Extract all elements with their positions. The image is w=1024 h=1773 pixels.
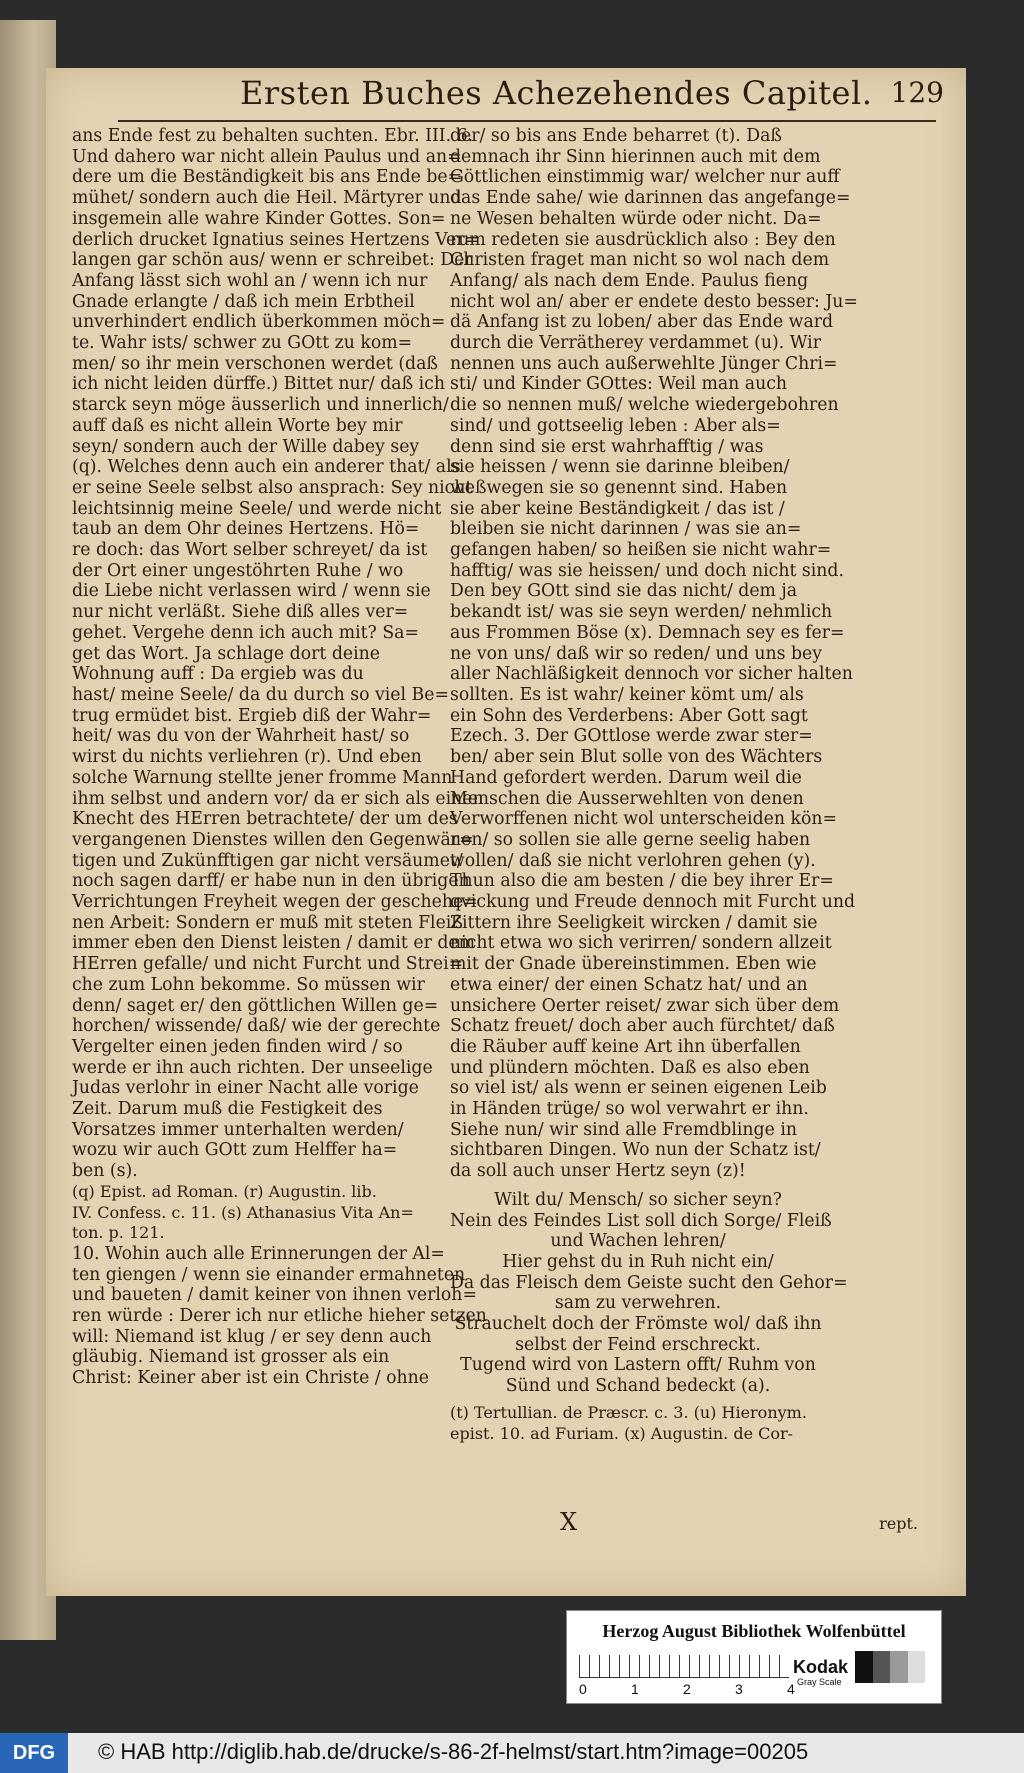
text-line: Judas verlohr in einer Nacht alle vorige: [72, 1078, 419, 1099]
text-line: rum redeten sie ausdrücklich also : Bey den: [450, 229, 836, 250]
library-color-scale: [566, 1610, 942, 1704]
text-line: seyn/ sondern auch der Wille dabey sey: [72, 436, 420, 457]
page-number: 129: [890, 76, 944, 109]
text-line: Zittern ihre Seeligkeit wircken / damit sie: [450, 912, 818, 933]
text-line: ten giengen / wenn sie einander ermahneten: [72, 1264, 466, 1285]
text-line: nicht wol an/ aber er endete desto besser: Ju=: [450, 291, 858, 312]
footnote-line: epist. 10. ad Furiam. (x) Augustin. de Cor-: [450, 1423, 794, 1443]
text-line: aller Nachläßigkeit dennoch vor sicher halten: [450, 664, 853, 685]
gray-swatches: [855, 1651, 925, 1683]
footnote-line: ton. p. 121.: [72, 1223, 165, 1243]
text-line: werde er ihn auch richten. Der unseelige: [72, 1057, 433, 1078]
text-line: che zum Lohn bekomme. So müssen wir: [72, 974, 425, 995]
text-line: der/ so bis ans Ende beharret (t). Daß: [450, 126, 782, 146]
verse-line: sam zu verwehren.: [554, 1293, 722, 1314]
text-line: sichtbaren Dingen. Wo nun der Schatz ist/: [450, 1140, 821, 1161]
text-line: nen/ so sollen sie alle gerne seelig haben: [450, 829, 811, 850]
text-line: ne von uns/ daß wir so reden/ und uns bey: [450, 643, 823, 664]
verse-line: Wilt du/ Mensch/ so sicher seyn?: [494, 1189, 782, 1210]
text-line: noch sagen darff/ er habe nun in den übrigen: [72, 871, 470, 892]
left-column: [72, 126, 487, 1389]
footnote-line: IV. Confess. c. 11. (s) Athanasius Vita An=: [72, 1202, 414, 1222]
text-line: langen gar schön aus/ wenn er schreibet: Der: [72, 250, 473, 271]
verse-line: Da das Fleisch dem Geiste sucht den Gehor=: [450, 1272, 848, 1293]
text-line: die Liebe nicht verlassen wird / wenn sie: [72, 581, 431, 602]
text-line: auff daß es nicht allein Worte bey mir: [72, 415, 403, 436]
text-line: (q). Welches denn auch ein anderer that/ als: [72, 457, 461, 478]
text-line: Und dahero war nicht allein Paulus und an=: [72, 146, 462, 167]
header-rule: [118, 120, 936, 122]
text-line: so viel ist/ als wenn er seinen eigenen Leib: [450, 1078, 827, 1099]
text-line: durch die Verrätherey verdammet (u). Wir: [450, 333, 821, 354]
footnote-line: (t) Tertullian. de Præscr. c. 3. (u) Hieronym.: [450, 1402, 807, 1422]
text-line: ne Wesen behalten würde oder nicht. Da=: [450, 208, 822, 229]
text-line: sti/ und Kinder GOttes: Weil man auch: [450, 374, 788, 395]
gray-scale-label: Gray Scale: [797, 1677, 842, 1687]
text-line: gläubig. Niemand ist grosser als ein: [72, 1347, 390, 1368]
text-line: Vergelter einen jeden finden wird / so: [72, 1036, 403, 1057]
gray-swatch: [855, 1651, 873, 1683]
text-line: Gnade erlangte / daß ich mein Erbtheil: [72, 291, 415, 312]
text-line: Christen fraget man nicht so wol nach dem: [450, 250, 830, 271]
text-line: Siehe nun/ wir sind alle Fremdblinge in: [450, 1119, 797, 1140]
text-line: nennen uns auch außerwehlte Jünger Chri=: [450, 353, 838, 374]
text-line: tigen und Zukünfftigen gar nicht versäumet/: [72, 850, 463, 871]
text-line: da soll auch unser Hertz seyn (z)!: [450, 1161, 746, 1182]
text-line: dä Anfang ist zu loben/ aber das Ende ward: [450, 312, 834, 333]
text-line: trug ermüdet bist. Ergieb diß der Wahr=: [72, 705, 432, 726]
text-line: Knecht des HErren betrachtete/ der um des: [72, 809, 458, 830]
text-line: dere um die Beständigkeit bis ans Ende be=: [72, 167, 463, 188]
text-line: wirst du nichts verliehren (r). Und eben: [72, 747, 422, 768]
text-line: Ezech. 3. Der GOttlose werde zwar ster=: [450, 726, 813, 747]
text-line: Anfang/ als nach dem Ende. Paulus fieng: [450, 270, 809, 291]
text-line: etwa einer/ der einen Schatz hat/ und an: [450, 974, 808, 995]
text-line: und baueten / damit keiner von ihnen verloh=: [72, 1285, 477, 1306]
gray-swatch: [908, 1651, 926, 1683]
text-line: Thun also die am besten / die bey ihrer Er=: [450, 871, 834, 892]
footnote-line: (q) Epist. ad Roman. (r) Augustin. lib.: [72, 1181, 377, 1201]
text-line: 10. Wohin auch alle Erinnerungen der Al=: [72, 1243, 445, 1264]
right-column: [450, 126, 858, 1444]
text-line: HErren gefalle/ und nicht Furcht und Strei=: [72, 954, 464, 975]
text-line: gefangen haben/ so heißen sie nicht wahr=: [450, 540, 832, 561]
text-line: mit der Gnade übereinstimmen. Eben wie: [450, 954, 817, 975]
text-line: weßwegen sie so genennt sind. Haben: [450, 477, 788, 498]
verse-line: Tugend wird von Lastern offt/ Ruhm von: [460, 1355, 816, 1376]
text-line: nen Arbeit: Sondern er muß mit steten Fleiß: [72, 912, 463, 933]
text-line: bleiben sie nicht darinnen / was sie an=: [450, 519, 802, 540]
text-line: hafftig/ was sie heissen/ und doch nicht sind.: [450, 560, 844, 581]
text-line: Wohnung auff : Da ergieb was du: [72, 664, 364, 685]
gray-swatch: [873, 1651, 891, 1683]
text-line: aus Frommen Böse (x). Demnach sey es fer=: [450, 622, 845, 643]
text-line: te. Wahr ists/ schwer zu GOtt zu kom=: [72, 333, 413, 354]
library-name: Herzog August Bibliothek Wolfenbüttel: [602, 1621, 906, 1641]
text-line: sie aber keine Beständigkeit / das ist /: [450, 498, 785, 519]
verse-line: selbst der Feind erschreckt.: [515, 1334, 761, 1355]
text-line: leichtsinnig meine Seele/ und werde nicht: [72, 498, 442, 519]
text-line: in Händen trüge/ so wol verwahrt er ihn.: [450, 1099, 809, 1120]
verse-line: Nein des Feindes List soll dich Sorge/ Fleiß: [450, 1210, 832, 1231]
text-line: denn/ saget er/ den göttlichen Willen ge=: [72, 995, 439, 1016]
text-line: Verrichtungen Freyheit wegen der geschehe=: [72, 892, 478, 913]
text-line: unsichere Oerter reiset/ zwar sich über dem: [450, 995, 840, 1016]
text-line: derlich drucket Ignatius seines Hertzens Ver=: [72, 229, 479, 250]
dfg-logo[interactable]: DFG: [0, 1733, 68, 1773]
signature-mark: X: [560, 1508, 578, 1536]
text-line: will: Niemand ist klug / er sey denn auch: [72, 1326, 432, 1347]
text-line: qvickung und Freude dennoch mit Furcht und: [450, 892, 856, 913]
text-line: Schatz freuet/ doch aber auch fürchtet/ daß: [450, 1016, 835, 1037]
text-line: bekandt ist/ was sie seyn werden/ nehmlich: [450, 602, 833, 623]
verse-line: und Wachen lehren/: [550, 1231, 726, 1252]
text-line: Zeit. Darum muß die Festigkeit des: [72, 1099, 383, 1120]
text-line: solche Warnung stellte jener fromme Mann: [72, 767, 453, 788]
text-line: sind/ und gottseelig leben : Aber als=: [450, 415, 781, 436]
text-line: und plündern möchten. Daß es also eben: [450, 1057, 810, 1078]
text-line: wollen/ daß sie nicht verlohren gehen (y).: [450, 850, 816, 871]
text-line: ben/ aber sein Blut solle von des Wächters: [450, 747, 823, 768]
text-line: Den bey GOtt sind sie das nicht/ dem ja: [450, 581, 798, 602]
text-line: starck seyn möge äusserlich und innerlich/: [72, 395, 449, 416]
text-line: ein Sohn des Verderbens: Aber Gott sagt: [450, 705, 808, 726]
text-line: insgemein alle wahre Kinder Gottes. Son=: [72, 208, 446, 229]
text-line: Vorsatzes immer unterhalten werden/: [72, 1119, 404, 1140]
text-line: ben (s).: [72, 1161, 138, 1182]
copyright-url[interactable]: © HAB http://diglib.hab.de/drucke/s-86-2f-helmst/start.htm?image=00205: [98, 1739, 809, 1764]
text-line: der Ort einer ungestöhrten Ruhe / wo: [72, 560, 404, 581]
verse-line: Sünd und Schand bedeckt (a).: [505, 1376, 771, 1397]
text-line: Anfang lässt sich wohl an / wenn ich nur: [72, 270, 428, 291]
text-line: sie heissen / wenn sie darinne bleiben/: [450, 457, 790, 478]
text-line: hast/ meine Seele/ da du durch so viel Be=: [72, 684, 449, 705]
ruler-number: 3: [735, 1681, 743, 1697]
text-line: horchen/ wissende/ daß/ wie der gerechte: [72, 1016, 441, 1037]
ruler-number: 0: [579, 1681, 587, 1697]
text-line: re doch: das Wort selber schreyet/ da ist: [72, 540, 428, 561]
kodak-brand: Kodak: [793, 1657, 849, 1677]
text-line: nur nicht verläßt. Siehe diß alles ver=: [72, 602, 409, 623]
text-line: Menschen die Ausserwehlten von denen: [450, 788, 804, 809]
text-line: ihm selbst und andern vor/ da er sich als einen: [72, 788, 484, 809]
ruler-number: 4: [787, 1681, 795, 1697]
viewer-footer: [0, 1733, 1024, 1773]
text-line: ren würde : Derer ich nur etliche hieher setzen: [72, 1306, 487, 1327]
text-line: Hand gefordert werden. Darum weil die: [450, 767, 802, 788]
running-title: Ersten Buches Achezehendes Capitel.: [240, 74, 873, 112]
text-line: heit/ was du von der Wahrheit hast/ so: [72, 726, 410, 747]
text-line: nicht etwa wo sich verirren/ sondern allzeit: [450, 933, 832, 954]
text-line: gehet. Vergehe denn ich auch mit? Sa=: [72, 622, 419, 643]
gray-swatch: [890, 1651, 908, 1683]
text-line: wozu wir auch GOtt zum Helffer ha=: [72, 1140, 398, 1161]
text-line: sollten. Es ist wahr/ keiner kömt um/ als: [450, 684, 804, 705]
verse-line: Hier gehst du in Ruh nicht ein/: [502, 1251, 774, 1272]
page-header: [110, 74, 944, 114]
text-line: die so nennen muß/ welche wiedergebohren: [450, 395, 839, 416]
text-line: unverhindert endlich überkommen möch=: [72, 312, 446, 333]
text-line: Christ: Keiner aber ist ein Christe / ohne: [72, 1368, 430, 1389]
text-line: get das Wort. Ja schlage dort deine: [72, 643, 380, 664]
text-line: Verworffenen nicht wol unterscheiden kön=: [450, 809, 837, 830]
ruler-number: 1: [631, 1681, 639, 1697]
text-line: taub an dem Ohr deines Hertzens. Hö=: [72, 519, 420, 540]
text-line: vergangenen Dienstes willen den Gegenwär=: [72, 829, 474, 850]
text-line: men/ so ihr mein verschonen werdet (daß: [72, 353, 438, 374]
text-line: das Ende sahe/ wie darinnen das angefange=: [450, 188, 851, 209]
text-line: demnach ihr Sinn hierinnen auch mit dem: [450, 146, 821, 167]
text-line: denn sind sie erst wahrhafftig / was: [450, 436, 764, 457]
text-line: Göttlichen einstimmig war/ welcher nur auff: [450, 167, 840, 188]
text-line: die Räuber auff keine Art ihn überfallen: [450, 1036, 801, 1057]
catchword: rept.: [879, 1514, 918, 1533]
ruler-number: 2: [683, 1681, 691, 1697]
text-line: ich nicht leiden dürffe.) Bittet nur/ daß ich: [72, 374, 445, 395]
text-line: er seine Seele selbst also ansprach: Sey nicht: [72, 477, 473, 498]
ruler: [579, 1655, 789, 1678]
text-line: immer eben den Dienst leisten / damit er dem: [72, 933, 476, 954]
verse-line: Strauchelt doch der Frömste wol/ daß ihn: [454, 1314, 822, 1335]
text-line: mühet/ sondern auch die Heil. Märtyrer und: [72, 188, 462, 209]
text-line: ans Ende fest zu behalten suchten. Ebr. III. 6.: [72, 126, 474, 146]
